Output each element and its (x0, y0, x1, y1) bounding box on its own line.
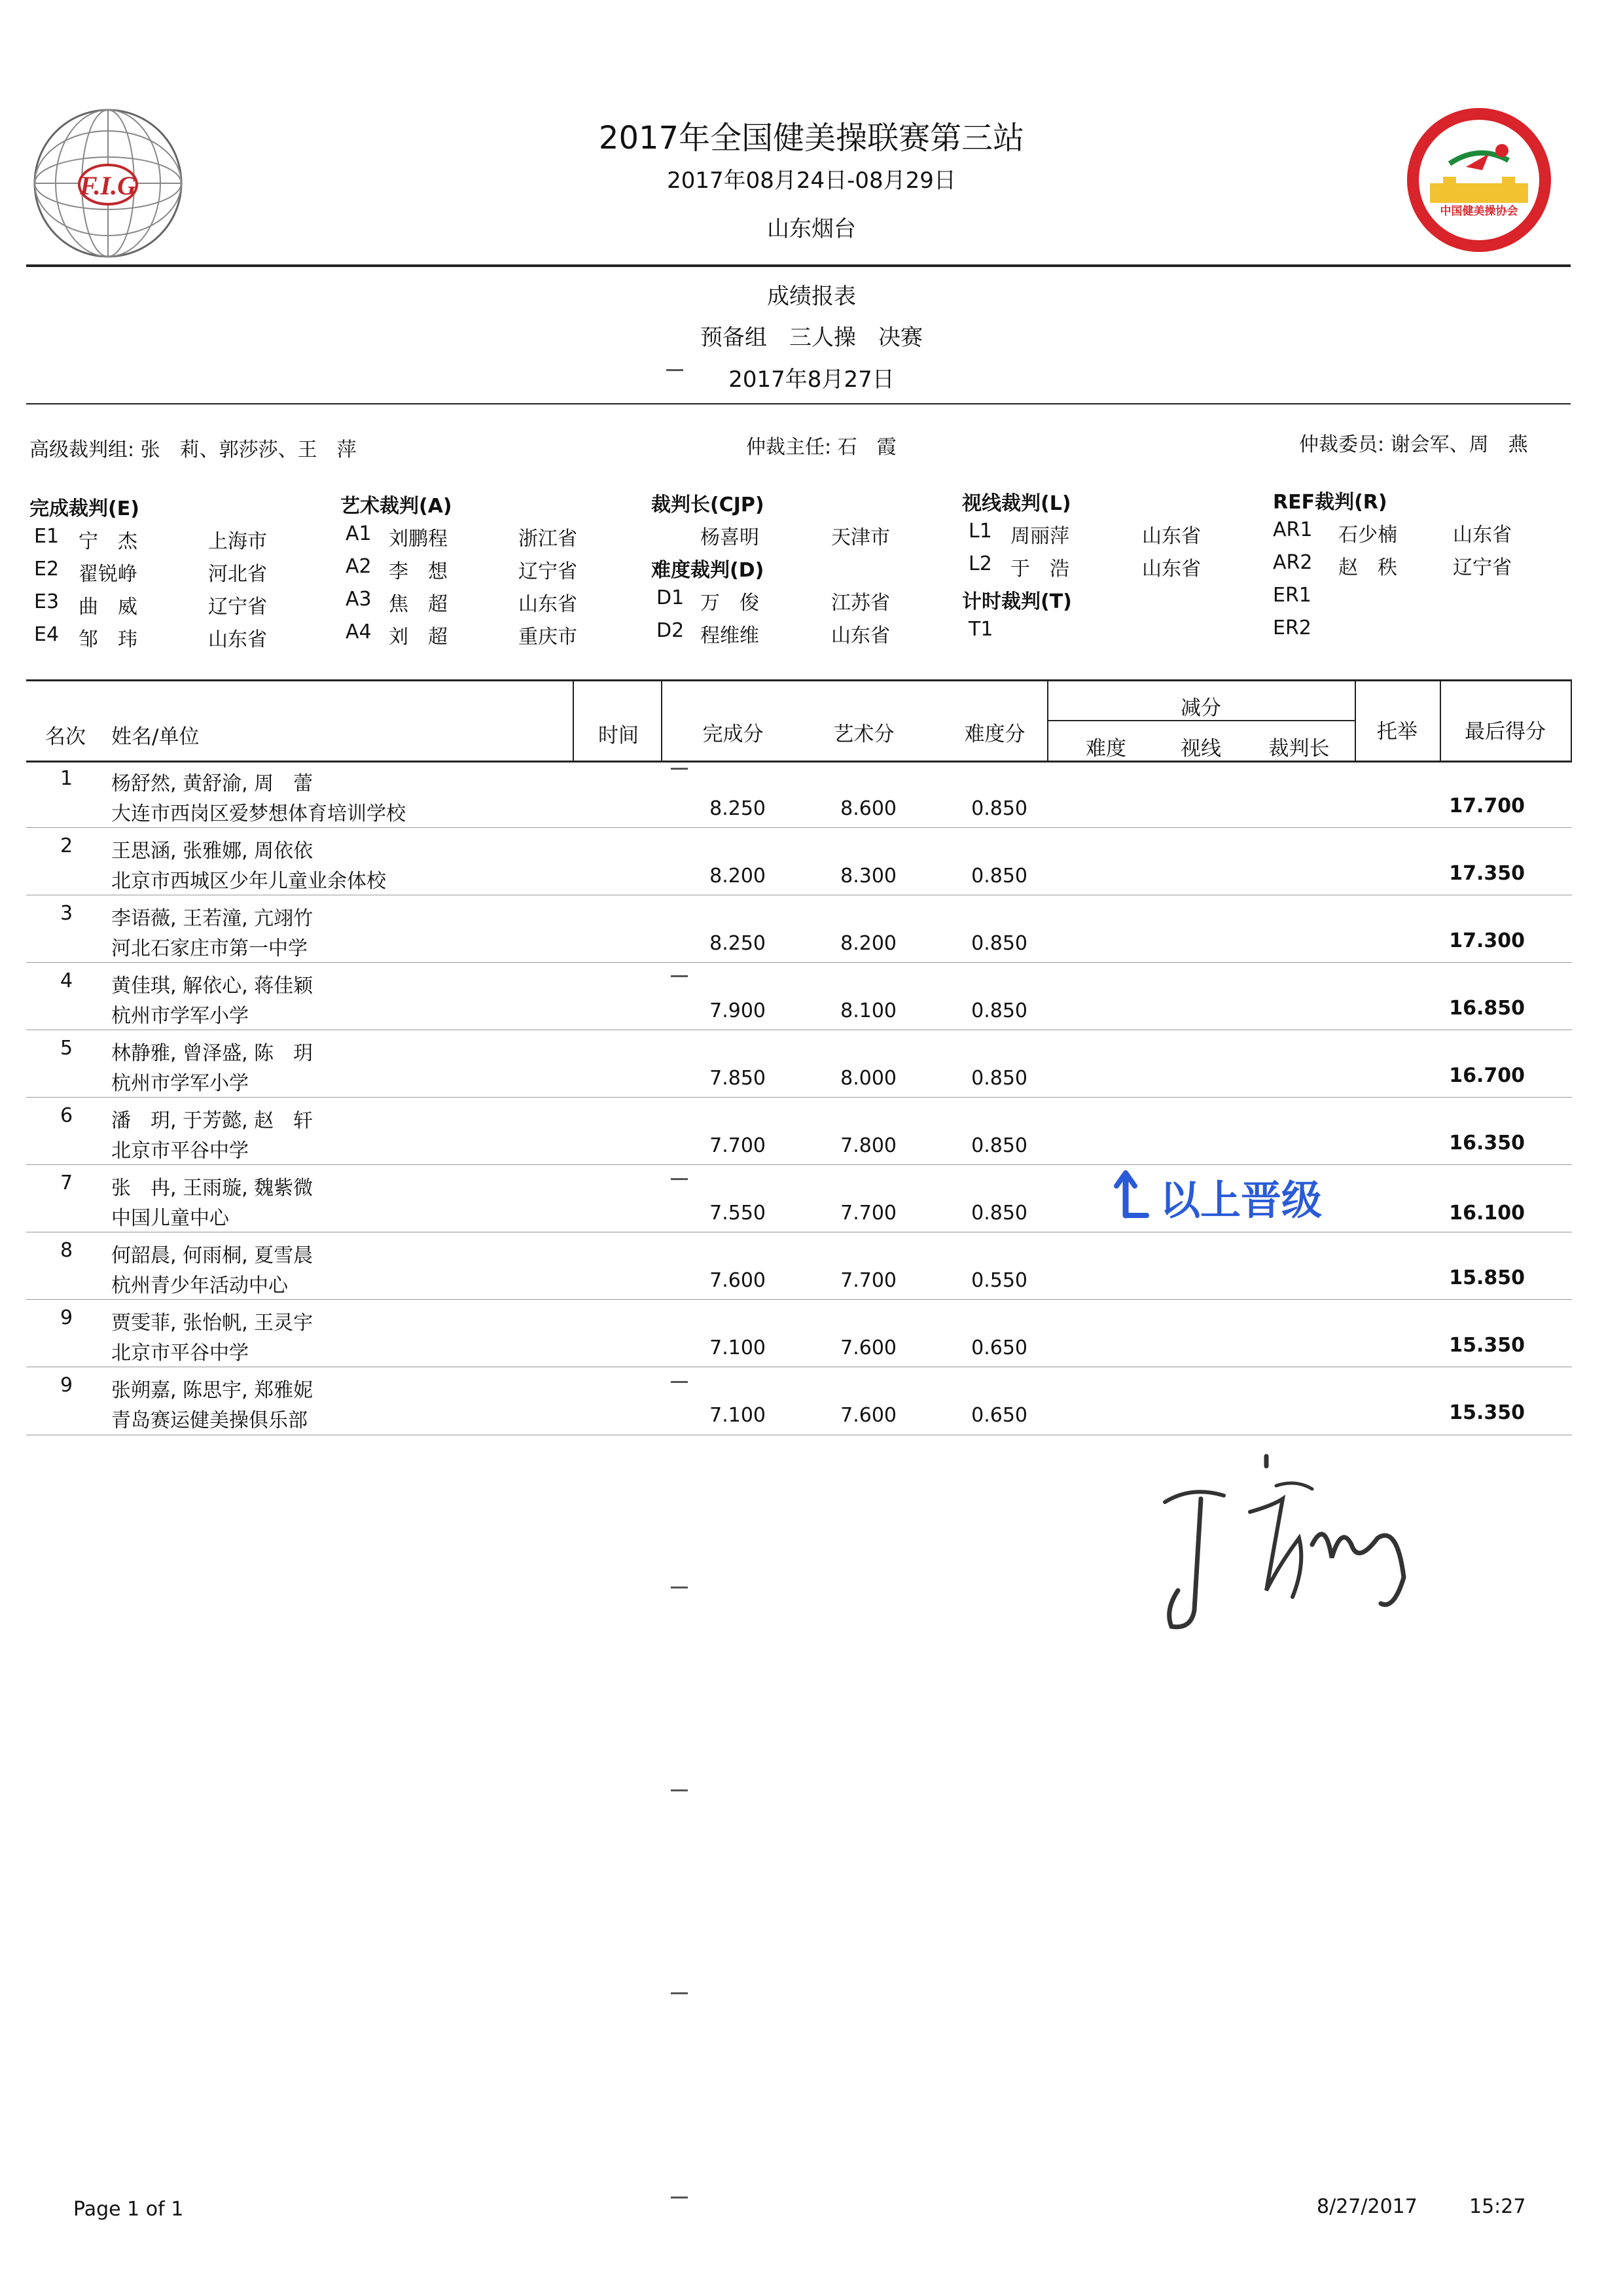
execution-score: 8.200 (709, 865, 766, 888)
execution-score: 8.250 (709, 932, 766, 955)
judge-code: ER1 (1273, 584, 1311, 607)
header-ded-line: 视线 (1181, 737, 1221, 761)
header-difficulty: 难度分 (964, 723, 1026, 746)
difficulty-score: 0.650 (971, 1336, 1027, 1359)
event-date: 2017年8月27日 (728, 367, 895, 393)
margin-mark (671, 1178, 688, 1180)
difficulty-score: 0.850 (971, 865, 1027, 888)
athlete-unit: 青岛赛运健美操俱乐部 (111, 1409, 308, 1432)
judge-code: E1 (34, 525, 60, 548)
athlete-unit: 杭州青少年活动中心 (111, 1274, 288, 1297)
judge-province: 浙江省 (518, 528, 577, 550)
judge-province: 辽宁省 (1453, 556, 1512, 579)
report-title: 成绩报表 (767, 283, 856, 310)
caa-logo-ring-text: 中国健美操协会 (1440, 205, 1518, 218)
judge-name: 程维维 (700, 624, 759, 647)
rank: 9 (60, 1306, 73, 1329)
competition-title: 2017年全国健美操联赛第三站 (598, 120, 1025, 156)
difficulty-judges-title: 难度裁判(D) (651, 559, 764, 582)
judge-province: 重庆市 (518, 626, 577, 649)
rank: 2 (60, 834, 73, 857)
table-top-border (26, 679, 1572, 681)
rank: 8 (60, 1239, 73, 1262)
header-divider (26, 264, 1571, 267)
row-divider (26, 962, 1572, 963)
judge-code: E3 (34, 590, 60, 613)
header-execution: 完成分 (702, 723, 764, 746)
col-divider (661, 681, 662, 762)
judge-code: AR1 (1273, 518, 1313, 541)
judge-code: L2 (969, 552, 992, 575)
athlete-unit: 中国儿童中心 (111, 1207, 229, 1230)
execution-score: 7.600 (709, 1269, 766, 1292)
margin-mark (671, 1789, 688, 1791)
header-rank: 名次 (45, 725, 86, 749)
caa-logo-text: CAA (1462, 217, 1496, 234)
athlete-names: 杨舒然, 黄舒渝, 周 蕾 (111, 772, 313, 795)
judge-code: AR2 (1273, 551, 1313, 574)
rank: 6 (60, 1104, 73, 1127)
ref-judges-title: REF裁判(R) (1273, 491, 1387, 514)
difficulty-score: 0.850 (971, 797, 1027, 820)
header-final: 最后得分 (1465, 720, 1546, 744)
row-divider (26, 827, 1572, 828)
judge-code: L1 (969, 520, 992, 543)
execution-judges-title: 完成裁判(E) (29, 497, 139, 520)
athlete-names: 何韶晨, 何雨桐, 夏雪晨 (111, 1244, 313, 1267)
judge-name: 石少楠 (1338, 524, 1397, 547)
judge-province: 山东省 (208, 628, 267, 651)
judge-province: 河北省 (208, 563, 267, 586)
senior-panel: 高级裁判组: 张 莉、郭莎莎、王 萍 (29, 439, 357, 461)
artistic-score: 8.200 (840, 932, 897, 955)
print-time: 15:27 (1469, 2195, 1526, 2218)
time-judges-title: 计时裁判(T) (962, 590, 1072, 613)
judge-code: D1 (656, 586, 685, 609)
header-name-unit: 姓名/单位 (111, 725, 200, 749)
judge-province: 辽宁省 (208, 596, 267, 619)
judge-name: 刘鹏程 (389, 528, 448, 550)
athlete-unit: 北京市西城区少年儿童业余体校 (111, 870, 386, 893)
artistic-score: 8.600 (840, 797, 897, 820)
difficulty-score: 0.550 (971, 1269, 1027, 1292)
judge-name: 于 浩 (1010, 558, 1069, 581)
row-divider (26, 1097, 1572, 1098)
difficulty-score: 0.850 (971, 999, 1027, 1022)
margin-mark (666, 369, 683, 371)
margin-mark (671, 975, 688, 977)
cjp-title: 裁判长(CJP) (651, 493, 764, 516)
difficulty-score: 0.850 (971, 1202, 1027, 1225)
judge-province: 山东省 (1142, 525, 1201, 548)
col-divider (573, 681, 574, 762)
judge-province: 上海市 (208, 530, 267, 553)
judge-name: 万 俊 (700, 592, 759, 615)
arbitration-members: 仲裁委员: 谢会军、周 燕 (1299, 433, 1528, 456)
fig-logo (29, 105, 187, 262)
difficulty-score: 0.850 (971, 1134, 1027, 1157)
judge-name: 宁 杰 (79, 530, 137, 553)
signature (1152, 1440, 1414, 1656)
header-time: 时间 (598, 724, 639, 747)
final-score: 17.300 (1449, 929, 1525, 952)
execution-score: 8.250 (709, 797, 766, 820)
rank: 9 (60, 1374, 73, 1397)
execution-score: 7.100 (709, 1404, 766, 1427)
judge-code: A2 (346, 555, 372, 578)
judge-name: 刘 超 (389, 626, 448, 649)
judge-name: 曲 威 (79, 596, 137, 619)
difficulty-score: 0.650 (971, 1404, 1027, 1427)
promotion-note: 以上晋级 (1160, 1176, 1323, 1224)
final-score: 16.700 (1449, 1064, 1525, 1087)
athlete-unit: 北京市平谷中学 (111, 1139, 249, 1162)
print-date: 8/27/2017 (1317, 2195, 1418, 2218)
header-lift: 托举 (1377, 720, 1418, 744)
athlete-names: 林静雅, 曾泽盛, 陈 玥 (111, 1042, 313, 1065)
rank: 7 (60, 1172, 73, 1194)
judge-code: E2 (34, 558, 60, 581)
execution-score: 7.700 (709, 1134, 766, 1157)
header-artistic: 艺术分 (833, 723, 895, 746)
artistic-score: 7.800 (840, 1134, 897, 1157)
athlete-names: 黄佳琪, 解依心, 蒋佳颖 (111, 975, 313, 997)
difficulty-score: 0.850 (971, 932, 1027, 955)
margin-mark (671, 1992, 688, 1994)
judge-province: 山东省 (518, 593, 577, 616)
margin-mark (671, 1587, 688, 1588)
artistic-score: 7.600 (840, 1404, 897, 1427)
judge-name: 翟锐峥 (79, 563, 137, 586)
judge-code: T1 (969, 618, 993, 641)
execution-score: 7.850 (709, 1067, 766, 1090)
execution-score: 7.550 (709, 1202, 766, 1225)
arbitration-head: 仲裁主任: 石 霞 (746, 436, 897, 459)
judge-province: 山东省 (1453, 524, 1512, 547)
margin-mark (671, 768, 688, 770)
rank: 1 (60, 767, 73, 790)
header-ded-cjp: 裁判长 (1268, 737, 1330, 761)
competition-location: 山东烟台 (767, 216, 856, 242)
final-score: 17.700 (1449, 795, 1525, 817)
artistic-score: 8.100 (840, 999, 897, 1022)
judge-province: 辽宁省 (518, 560, 577, 583)
difficulty-score: 0.850 (971, 1067, 1027, 1090)
artistic-score: 8.000 (840, 1067, 897, 1090)
athlete-unit: 杭州市学军小学 (111, 1005, 249, 1028)
judge-name: 赵 秩 (1338, 556, 1397, 579)
athlete-names: 张朔嘉, 陈思宇, 郑雅妮 (111, 1379, 313, 1402)
judge-name: 邹 玮 (79, 628, 137, 651)
rank: 3 (60, 902, 73, 925)
judge-province: 山东省 (1142, 558, 1201, 581)
judge-code: A3 (346, 588, 372, 611)
execution-score: 7.100 (709, 1336, 766, 1359)
execution-score: 7.900 (709, 999, 766, 1022)
rank: 5 (60, 1037, 73, 1060)
final-score: 15.350 (1449, 1401, 1525, 1424)
judge-code: A4 (346, 620, 372, 643)
athlete-names: 李语薇, 王若潼, 亢翊竹 (111, 907, 313, 930)
athlete-names: 潘 玥, 于芳懿, 赵 轩 (111, 1109, 313, 1132)
competition-dates: 2017年08月24日-08月29日 (667, 168, 956, 194)
final-score: 15.350 (1449, 1334, 1525, 1357)
judge-name: 焦 超 (389, 593, 448, 616)
fig-logo-text: F.I.G (80, 171, 136, 200)
artistic-score: 7.700 (840, 1269, 897, 1292)
judge-name: 周丽萍 (1010, 525, 1069, 548)
athlete-names: 王思涵, 张雅娜, 周依依 (111, 840, 313, 863)
athlete-unit: 杭州市学军小学 (111, 1072, 249, 1095)
rank: 4 (60, 969, 73, 992)
promotion-arrow-icon (1113, 1166, 1152, 1219)
judge-province: 江苏省 (831, 592, 890, 615)
final-score: 15.850 (1449, 1266, 1525, 1289)
judge-code: E4 (34, 623, 60, 646)
judge-code: A1 (346, 522, 372, 545)
final-score: 17.350 (1449, 862, 1525, 885)
judge-code: D2 (656, 619, 685, 642)
athlete-unit: 大连市西岗区爱梦想体育培训学校 (111, 802, 406, 825)
final-score: 16.100 (1449, 1202, 1525, 1225)
row-divider (26, 1299, 1572, 1300)
final-score: 16.350 (1449, 1132, 1525, 1155)
caa-logo (1404, 105, 1554, 255)
header-divider-2 (26, 403, 1571, 404)
margin-mark (671, 2197, 688, 2198)
judge-province: 山东省 (831, 624, 890, 647)
judge-name: 杨喜明 (700, 526, 759, 549)
header-deductions: 减分 (1181, 696, 1221, 720)
artistic-score: 7.600 (840, 1336, 897, 1359)
artistic-score: 7.700 (840, 1202, 897, 1225)
artistic-score: 8.300 (840, 865, 897, 888)
judge-code: ER2 (1273, 617, 1311, 639)
margin-mark (671, 1381, 688, 1383)
line-judges-title: 视线裁判(L) (962, 492, 1071, 515)
athlete-unit: 北京市平谷中学 (111, 1342, 249, 1365)
event-name: 预备组 三人操 决赛 (700, 325, 923, 351)
row-divider (26, 1164, 1572, 1165)
athlete-names: 贾雯菲, 张怡帆, 王灵宇 (111, 1312, 313, 1335)
final-score: 16.850 (1449, 997, 1525, 1020)
judge-name: 李 想 (389, 560, 448, 583)
page-number: Page 1 of 1 (73, 2198, 184, 2221)
athlete-unit: 河北石家庄市第一中学 (111, 937, 308, 960)
artistic-judges-title: 艺术裁判(A) (340, 495, 452, 518)
athlete-names: 张 冉, 王雨璇, 魏紫微 (111, 1177, 313, 1200)
col-divider (1571, 681, 1572, 762)
judge-province: 天津市 (831, 526, 890, 549)
header-ded-difficulty: 难度 (1086, 737, 1126, 761)
